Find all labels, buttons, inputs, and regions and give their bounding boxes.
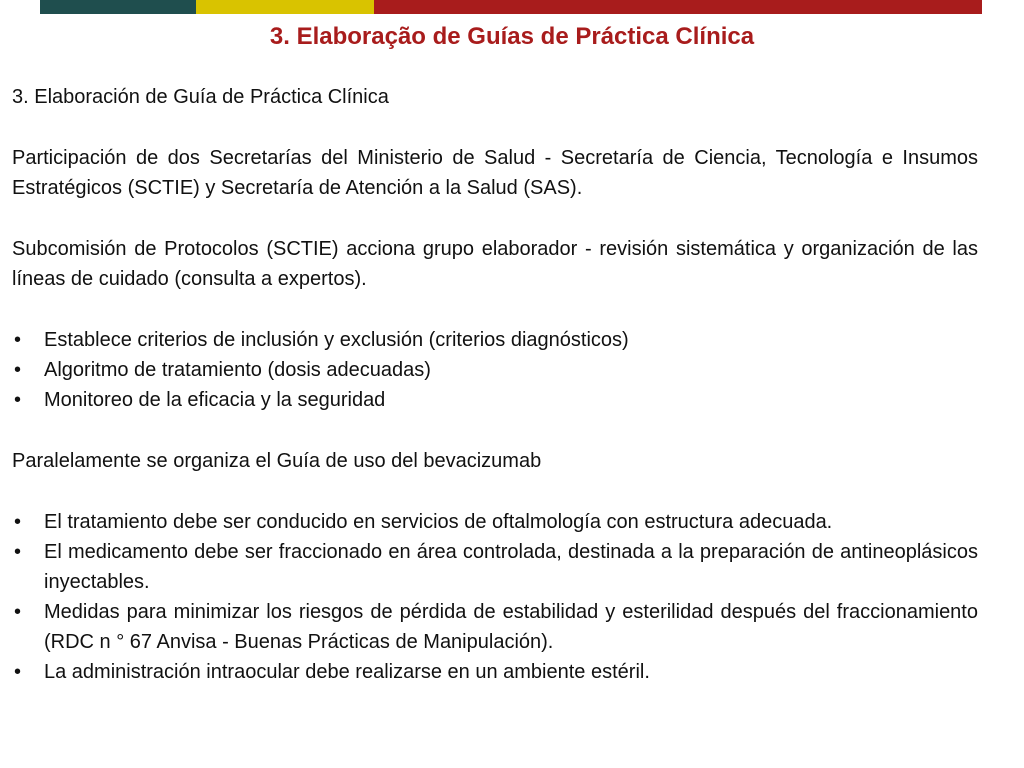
bullet-icon: • bbox=[14, 661, 22, 683]
bullet-icon: • bbox=[14, 359, 22, 381]
list-item: • Establece criterios de inclusión y exclusión (criterios diagnósticos) bbox=[12, 325, 978, 355]
bullet-list-criteria bbox=[12, 325, 978, 415]
paragraph-bevacizumab-guide: Paralelamente se organiza el Guía de uso del bevacizumab bbox=[12, 450, 542, 472]
list-item: • Algoritmo de tratamiento (dosis adecuadas) bbox=[12, 355, 978, 385]
list-item: • La administración intraocular debe realizarse en un ambiente estéril. bbox=[12, 657, 978, 687]
slide-title: 3. Elaboração de Guías de Práctica Clínica bbox=[269, 23, 755, 50]
bullet-icon: • bbox=[14, 329, 22, 351]
bullet-icon: • bbox=[14, 389, 22, 411]
top-bar-teal-segment bbox=[40, 0, 196, 14]
paragraph-subcommission: Subcomisión de Protocolos (SCTIE) acciona grupo elaborador - revisión sistemática y organización de las líneas de cuidado (consulta a expertos). bbox=[12, 238, 978, 290]
list-item: • Medidas para minimizar los riesgos de pérdida de estabilidad y esterilidad después del fraccionamiento (RDC n ° 67 Anvisa - Buenas Prácticas de Manipulación). bbox=[12, 597, 978, 657]
top-bar-red-segment bbox=[374, 0, 982, 14]
bullet-icon: • bbox=[14, 541, 22, 563]
list-item: • El tratamiento debe ser conducido en servicios de oftalmología con estructura adecuada. bbox=[12, 507, 978, 537]
top-bar-yellow-segment bbox=[196, 0, 374, 14]
list-item: • Monitoreo de la eficacia y la seguridad bbox=[12, 385, 978, 415]
list-item: • El medicamento debe ser fraccionado en área controlada, destinada a la preparación de antineoplásicos inyectables. bbox=[12, 537, 978, 597]
slide-body bbox=[12, 82, 978, 687]
bullet-icon: • bbox=[14, 511, 22, 533]
paragraph-participation: Participación de dos Secretarías del Ministerio de Salud - Secretaría de Ciencia, Tecnología e Insumos Estratégicos (SCTIE) y Secretaría de Atención a la Salud (SAS). bbox=[12, 147, 978, 199]
bullet-icon: • bbox=[14, 601, 22, 623]
section-subheading: 3. Elaboración de Guía de Práctica Clínica bbox=[12, 86, 389, 108]
top-color-bar bbox=[40, 0, 982, 14]
bullet-list-guide bbox=[12, 507, 978, 687]
